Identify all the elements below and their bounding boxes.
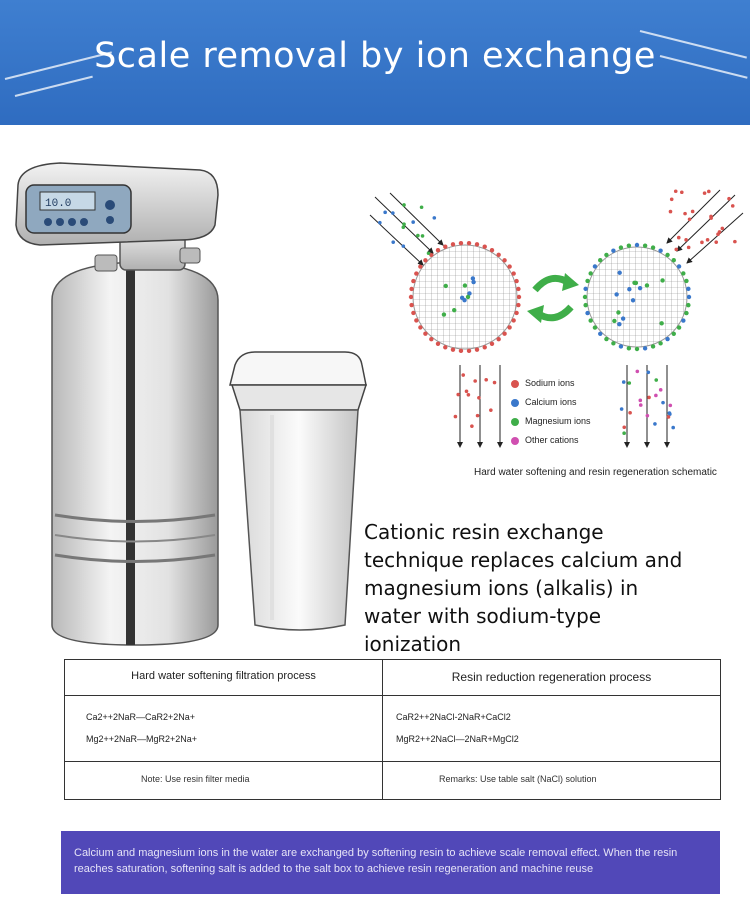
ion-dot <box>674 189 678 193</box>
ion-dot <box>670 197 674 201</box>
softening-equation: Ca2++2NaR—CaR2+2Na+ <box>86 712 196 722</box>
regeneration-equation: MgR2++2NaCl—2NaR+MgCl2 <box>396 734 519 744</box>
ion-dot <box>429 337 433 341</box>
ion-dot <box>583 295 587 299</box>
ion-dot <box>414 318 418 322</box>
ion-dot <box>466 295 470 299</box>
banner-streak <box>15 76 93 97</box>
regeneration-equation: CaR2++2NaCl-2NaR+CaCl2 <box>396 712 511 722</box>
ion-dot <box>672 332 676 336</box>
ion-dot <box>461 373 465 377</box>
ion-dot <box>622 380 626 384</box>
ion-dot <box>383 211 387 215</box>
schematic-caption: Hard water softening and resin regeneration schematic <box>474 467 717 478</box>
ion-dot <box>489 408 493 412</box>
ion-dot <box>617 322 621 326</box>
ion-dot <box>681 318 685 322</box>
ion-dot <box>423 258 427 262</box>
ion-dot <box>511 318 515 322</box>
ion-dot <box>436 248 440 252</box>
ion-dot <box>651 344 655 348</box>
footer-text: Calcium and magnesium ions in the water are exchanged by softening resin to achieve scale removal effect. When the resin reaches saturation, softening salt is added to the salt box to achieve resin regeneration and machine reuse <box>74 847 678 875</box>
ion-dot <box>700 241 704 245</box>
ion-dot <box>411 311 415 315</box>
ion-dot <box>687 246 691 250</box>
ion-dot <box>477 396 481 400</box>
ion-dot <box>402 244 406 248</box>
ion-dot <box>517 295 521 299</box>
ion-dot <box>714 240 718 244</box>
magnesium-ion-icon <box>511 418 519 426</box>
ion-dot <box>511 271 515 275</box>
ion-dot <box>658 248 662 252</box>
ion-dot <box>646 370 650 374</box>
ion-dot <box>502 332 506 336</box>
ion-dot <box>647 396 651 400</box>
control-valve-head <box>16 163 218 271</box>
title-banner <box>0 0 750 125</box>
ion-dot <box>660 278 664 282</box>
description-text: Cationic resin exchange technique replaces calcium and magnesium ions (alkalis) in water with sodium-type ionization <box>364 520 683 656</box>
ion-dot <box>654 394 658 398</box>
ion-dot <box>614 292 618 296</box>
ion-dot <box>451 347 455 351</box>
ion-dot <box>471 280 475 284</box>
ion-dot <box>686 303 690 307</box>
other-cation-icon <box>511 437 519 445</box>
ion-dot <box>611 341 615 345</box>
ion-dot <box>402 203 406 207</box>
ion-dot <box>677 264 681 268</box>
ion-dot <box>709 216 713 220</box>
ion-dot <box>493 381 497 385</box>
ion-dot <box>616 310 620 314</box>
ion-dot <box>671 426 675 430</box>
water-softener-illustration <box>0 150 370 650</box>
ion-dot <box>686 287 690 291</box>
ion-dot <box>687 295 691 299</box>
ion-dot <box>636 370 640 374</box>
ion-dot <box>684 311 688 315</box>
ion-dot <box>718 230 722 234</box>
ion-dot <box>483 345 487 349</box>
ion-dot <box>620 407 624 411</box>
ion-dot <box>476 414 480 418</box>
ion-dot <box>443 345 447 349</box>
ion-dot <box>475 347 479 351</box>
ion-dot <box>598 332 602 336</box>
salt-box <box>230 352 366 630</box>
ion-dot <box>391 211 395 215</box>
calcium-ion-icon <box>511 399 519 407</box>
softening-process-header: Hard water softening filtration process <box>131 670 316 682</box>
ion-dot <box>514 279 518 283</box>
ion-dot <box>451 242 455 246</box>
ion-dot <box>646 414 650 418</box>
footer-banner <box>61 831 720 894</box>
ion-dot <box>409 295 413 299</box>
ion-dot <box>443 245 447 249</box>
cycle-arrows-icon <box>527 273 579 323</box>
ion-dot <box>721 227 725 231</box>
ion-dot <box>635 243 639 247</box>
ion-dot <box>667 415 671 419</box>
ion-dot <box>409 303 413 307</box>
ion-dot <box>727 197 731 201</box>
ion-dot <box>661 401 665 405</box>
regeneration-process-header: Resin reduction regeneration process <box>451 670 652 684</box>
legend-calcium: Calcium ions <box>525 397 577 407</box>
table-divider <box>65 695 720 696</box>
ion-dot <box>627 381 631 385</box>
ion-dot <box>665 253 669 257</box>
ion-dot <box>619 245 623 249</box>
ion-dot <box>659 321 663 325</box>
ion-dot <box>681 271 685 275</box>
ion-dot <box>622 431 626 435</box>
sodium-ion-icon <box>511 380 519 388</box>
ion-dot <box>677 325 681 329</box>
ion-exchange-schematic <box>365 185 745 485</box>
page-title: Scale removal by ion exchange <box>94 36 656 76</box>
ion-dot <box>638 286 642 290</box>
ion-dot <box>470 424 474 428</box>
softening-equation: Mg2++2NaR—MgR2+2Na+ <box>86 734 198 744</box>
ion-dot <box>490 342 494 346</box>
panel-display-text: 10.0 <box>45 198 72 210</box>
ion-dot <box>401 225 405 229</box>
ion-dot <box>378 221 382 225</box>
ion-dot <box>684 238 688 242</box>
ion-dot <box>645 283 649 287</box>
resin-tank <box>52 262 218 645</box>
ion-dot <box>507 325 511 329</box>
ion-dot <box>688 217 692 221</box>
ion-dot <box>421 234 425 238</box>
ion-dot <box>643 346 647 350</box>
legend-sodium: Sodium ions <box>525 378 575 388</box>
ion-dot <box>463 283 467 287</box>
ion-dot <box>674 248 678 252</box>
legend-magnesium: Magnesium ions <box>525 416 591 426</box>
ion-dot <box>460 296 464 300</box>
ion-dot <box>418 325 422 329</box>
ion-dot <box>598 258 602 262</box>
ion-dot <box>627 243 631 247</box>
ion-dot <box>622 425 626 429</box>
ion-dot <box>433 216 437 220</box>
ion-dot <box>731 204 735 208</box>
ion-dot <box>516 303 520 307</box>
ion-dot <box>684 279 688 283</box>
ion-dot <box>496 253 500 257</box>
ion-dot <box>490 248 494 252</box>
ion-dot <box>627 346 631 350</box>
ion-dot <box>638 399 642 403</box>
table-divider <box>65 761 720 762</box>
ion-dot <box>502 258 506 262</box>
ion-dot <box>593 325 597 329</box>
ion-dot <box>459 349 463 353</box>
ion-dot <box>593 264 597 268</box>
ion-dot <box>611 248 615 252</box>
legend-other: Other cations <box>525 435 579 445</box>
ion-dot <box>473 379 477 383</box>
ion-dot <box>658 341 662 345</box>
ion-dot <box>514 311 518 315</box>
ion-dot <box>516 287 520 291</box>
ion-dot <box>583 303 587 307</box>
ion-dot <box>467 393 471 397</box>
ion-dot <box>680 190 684 194</box>
ion-dot <box>402 222 406 226</box>
ion-dot <box>414 271 418 275</box>
ion-dot <box>475 242 479 246</box>
ion-dot <box>672 258 676 262</box>
ion-dot <box>436 342 440 346</box>
ion-dot <box>612 319 616 323</box>
ion-dot <box>703 191 707 195</box>
ion-dot <box>588 318 592 322</box>
ion-dot <box>627 287 631 291</box>
ion-dot <box>409 287 413 291</box>
ion-dot <box>651 245 655 249</box>
ion-dot <box>454 415 458 419</box>
ion-dot <box>507 264 511 268</box>
ion-dot <box>639 403 643 407</box>
ion-dot <box>583 287 587 291</box>
ion-dot <box>634 281 638 285</box>
ion-dot <box>631 298 635 302</box>
ion-dot <box>707 190 711 194</box>
ion-dot <box>628 411 632 415</box>
schematic-graphic <box>365 185 745 455</box>
ion-dot <box>467 349 471 353</box>
ion-dot <box>659 388 663 392</box>
ion-dot <box>706 238 710 242</box>
ion-dot <box>427 251 431 255</box>
ion-dot <box>635 347 639 351</box>
ion-dot <box>420 205 424 209</box>
ion-dot <box>585 279 589 283</box>
ion-dot <box>416 234 420 238</box>
ion-dot <box>621 316 625 320</box>
ion-dot <box>465 389 469 393</box>
ion-dot <box>452 308 456 312</box>
ion-dot <box>471 276 475 280</box>
ion-dot <box>617 271 621 275</box>
ion-dot <box>442 312 446 316</box>
ion-dot <box>733 240 737 244</box>
regeneration-note: Remarks: Use table salt (NaCl) solution <box>439 774 597 784</box>
ion-dot <box>467 241 471 245</box>
ion-dot <box>496 337 500 341</box>
ion-dot <box>677 236 681 240</box>
ion-dot <box>669 404 673 408</box>
ion-dot <box>604 337 608 341</box>
ion-dot <box>459 241 463 245</box>
ion-dot <box>585 311 589 315</box>
process-table <box>64 659 721 800</box>
ion-dot <box>588 271 592 275</box>
ion-dot <box>483 245 487 249</box>
ion-dot <box>456 393 460 397</box>
ion-dot <box>665 337 669 341</box>
ion-dot <box>411 279 415 283</box>
ion-dot <box>669 210 673 214</box>
softening-note: Note: Use resin filter media <box>141 774 250 784</box>
ion-dot <box>643 243 647 247</box>
ion-dot <box>683 212 687 216</box>
ion-dot <box>653 422 657 426</box>
ion-dot <box>423 332 427 336</box>
ion-dot <box>604 253 608 257</box>
ion-dot <box>444 284 448 288</box>
ion-dot <box>654 378 658 382</box>
ion-dot <box>484 378 488 382</box>
ion-dot <box>418 264 422 268</box>
ion-dot <box>391 240 395 244</box>
ion-dot <box>619 344 623 348</box>
ion-dot <box>411 220 415 224</box>
ion-dot <box>691 210 695 214</box>
